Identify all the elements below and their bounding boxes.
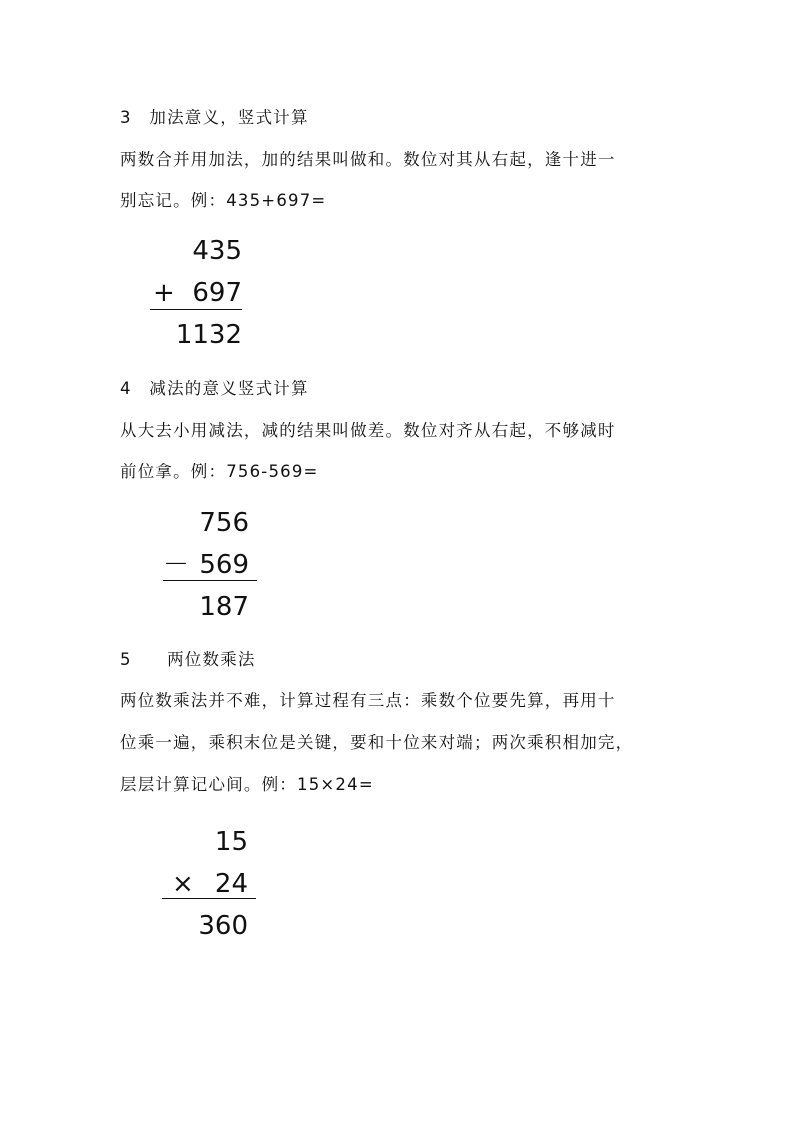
times-operator: × [172,869,194,899]
section-3-heading: 3 加法意义，竖式计算 [120,108,309,127]
addition-vertical-calc [150,235,242,361]
subtraction-vertical-calc [163,507,249,633]
minus-operator: － [163,550,190,580]
section-5-line-3: 层层计算记心间。例：15×24= [120,775,374,794]
difference-rule [163,580,257,581]
section-4-line-1: 从大去小用减法，减的结果叫做差。数位对齐从右起，不够减时 [120,421,616,440]
product-rule [162,898,256,899]
product-result: 360 [198,911,248,941]
sum-rule [150,309,242,310]
addend-top: 435 [192,236,242,266]
section-5-heading: 5 两位数乘法 [120,650,256,669]
plus-operator: + [153,278,175,308]
difference-result: 187 [199,592,249,622]
section-4-heading: 4 减法的意义竖式计算 [120,379,309,398]
section-4-line-2: 前位拿。例：756-569= [120,462,319,481]
section-5-line-2: 位乘一遍，乘积末位是关键，要和十位来对端；两次乘积相加完， [120,733,634,752]
section-3-line-2: 别忘记。例：435+697= [120,191,327,210]
section-5-line-1: 两位数乘法并不难，计算过程有三点：乘数个位要先算，再用十 [120,691,616,710]
addend-second: 697 [192,278,242,308]
multiplier: 24 [214,869,248,899]
subtrahend: 569 [199,550,249,580]
sum-result: 1132 [175,320,242,350]
minuend: 756 [199,508,249,538]
section-3-line-1: 两数合并用加法，加的结果叫做和。数位对其从右起，逢十进一 [120,150,616,169]
multiplicand: 15 [214,827,248,857]
multiplication-vertical-calc [162,826,248,952]
